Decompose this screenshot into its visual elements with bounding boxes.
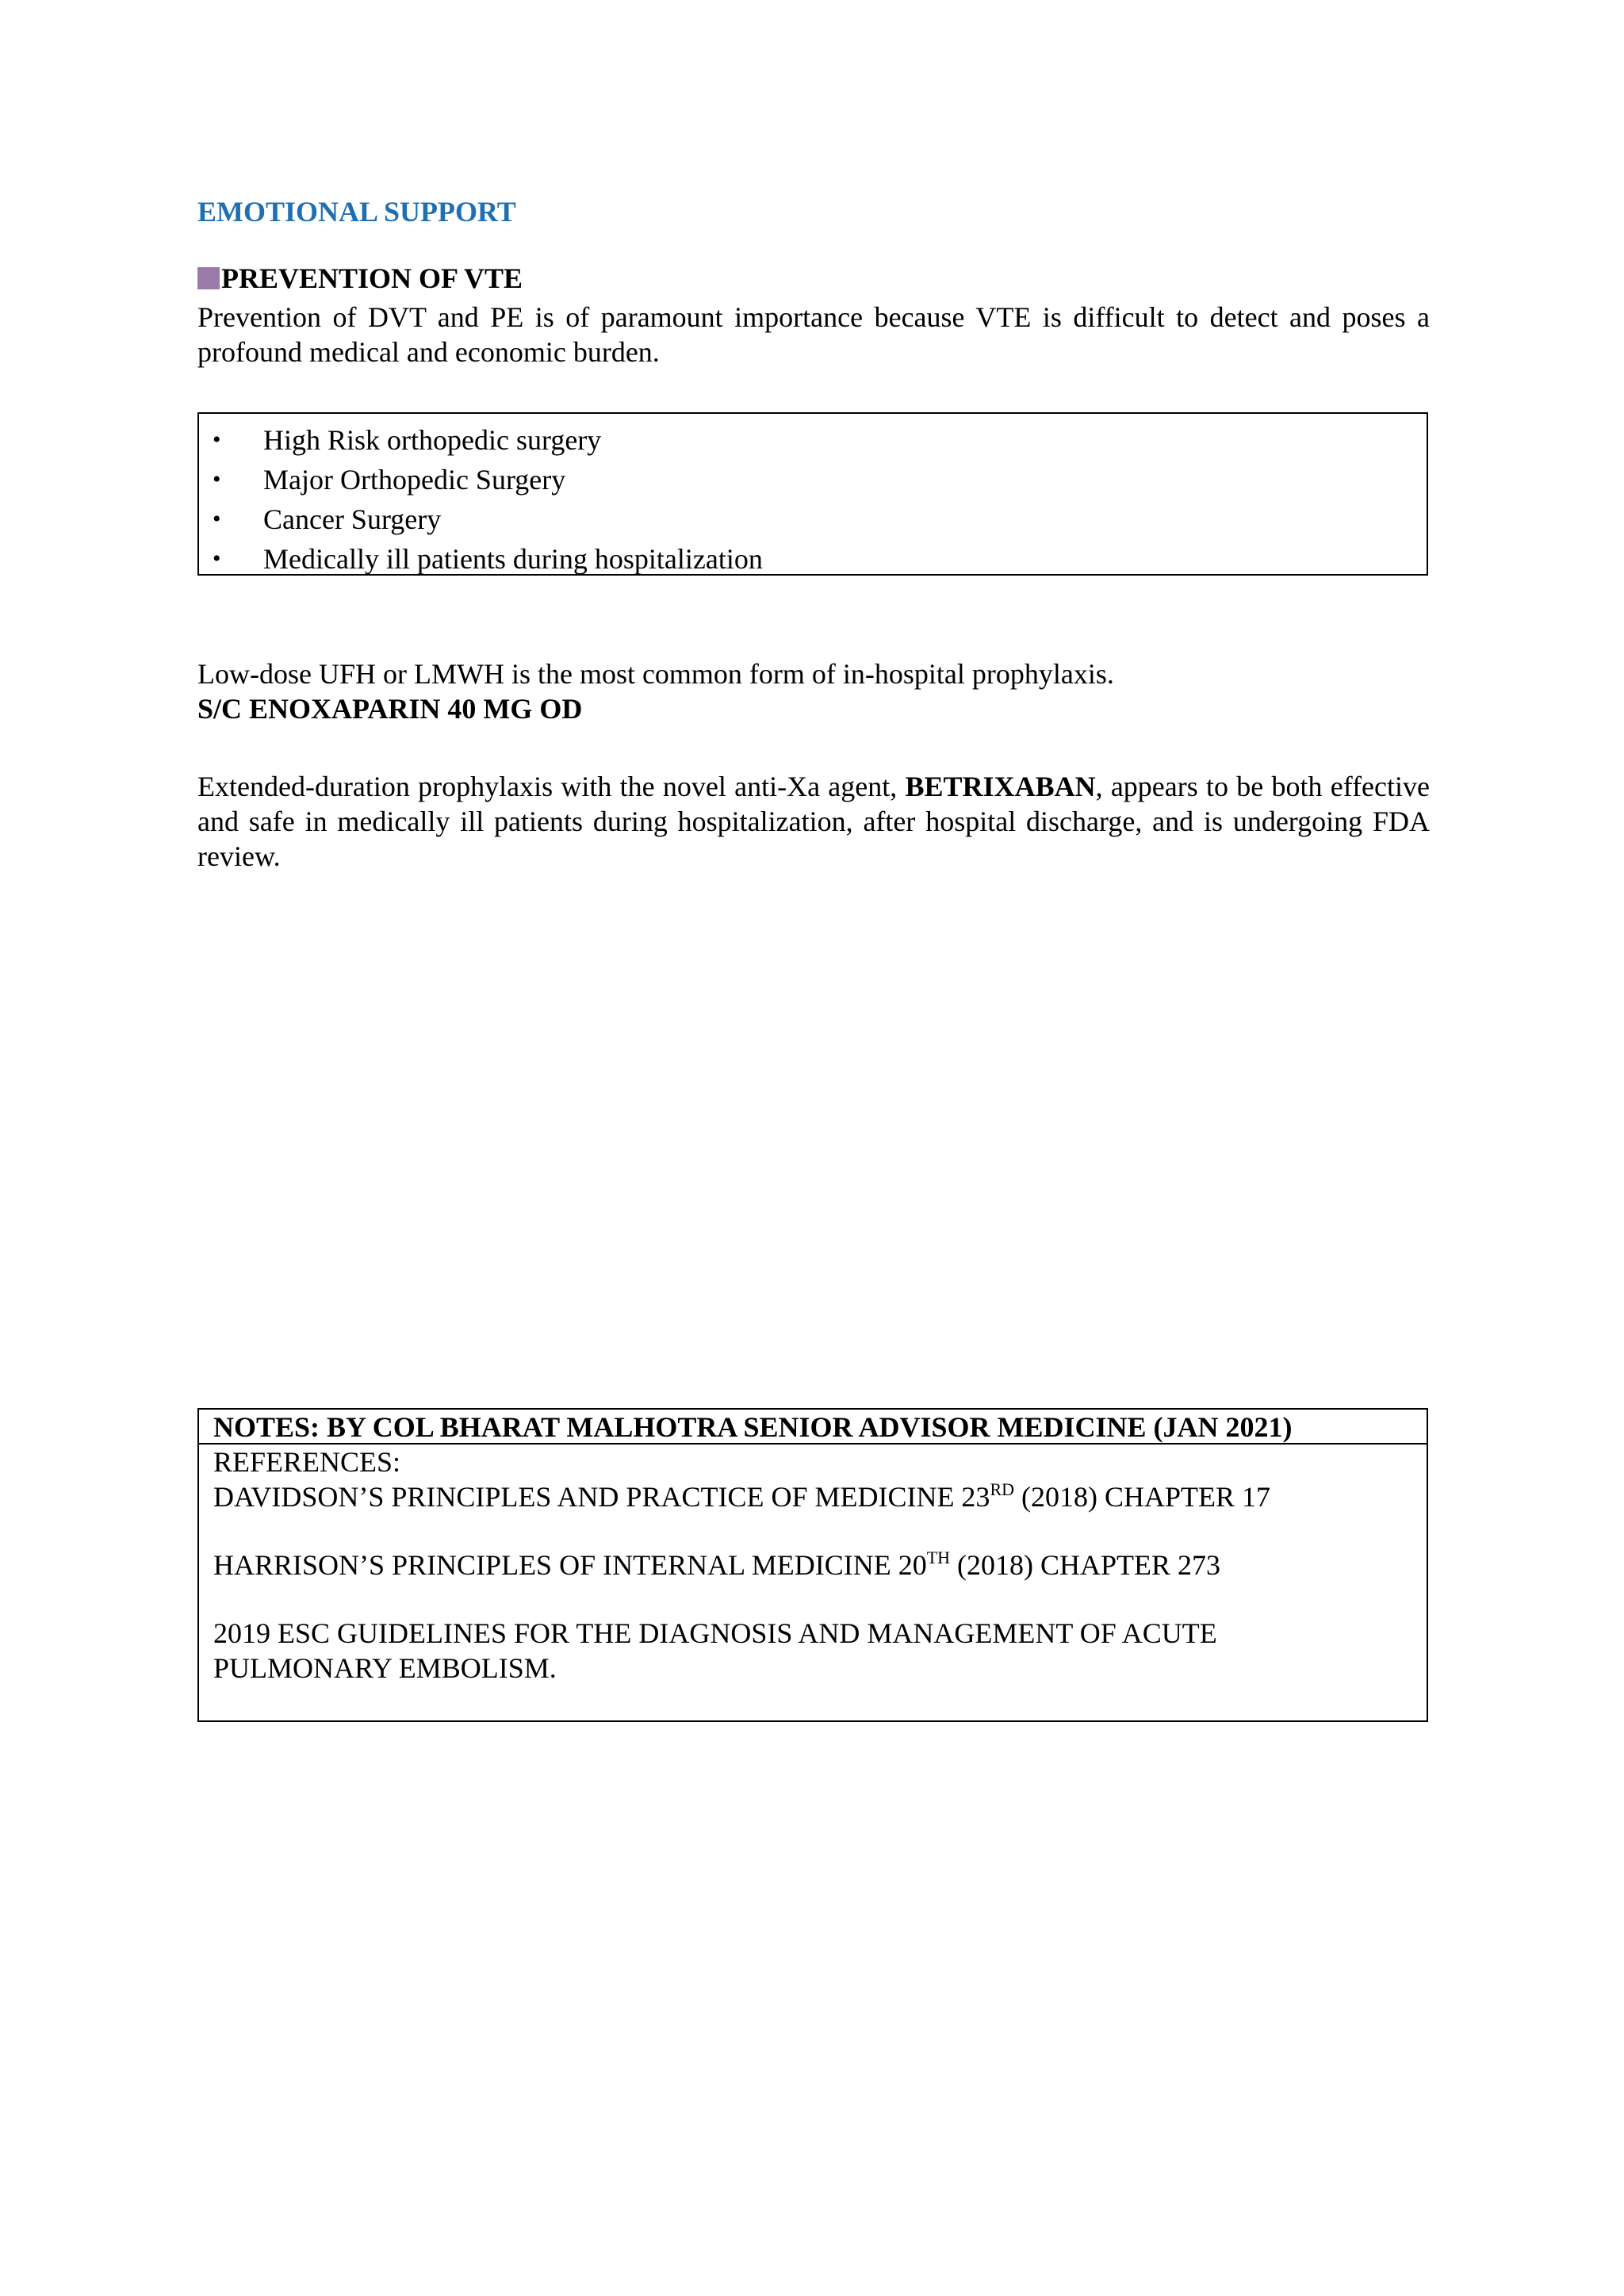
reference-text: (2018) CHAPTER 273: [950, 1549, 1221, 1581]
reference-superscript: TH: [926, 1548, 951, 1567]
risk-list: [199, 414, 1427, 579]
extended-text-after: , appears to be both effective and safe in medically ill patients during hospitalization, after hospital discharge, and is undergoing FDA review.: [197, 771, 1430, 872]
list-item-text: Major Orthopedic Surgery: [263, 464, 566, 496]
list-item-text: Medically ill patients during hospitalization: [263, 543, 763, 575]
bullet-icon: •: [213, 427, 221, 453]
list-item: [199, 420, 1427, 460]
list-item-text: Cancer Surgery: [263, 503, 442, 535]
extended-prophylaxis-paragraph: [197, 769, 1430, 874]
extended-text-before: Extended-duration prophylaxis with the novel anti-Xa agent,: [197, 771, 906, 802]
notes-body: [199, 1445, 1427, 1686]
notes-box: [197, 1408, 1428, 1722]
list-item-text: High Risk orthopedic surgery: [263, 424, 602, 456]
reference-text: HARRISON’S PRINCIPLES OF INTERNAL MEDICINE 20: [213, 1549, 927, 1581]
reference-superscript: RD: [990, 1479, 1014, 1499]
list-item: [199, 460, 1427, 499]
references-label: REFERENCES:: [213, 1446, 401, 1478]
enoxaparin-dose: S/C ENOXAPARIN 40 MG OD: [197, 693, 583, 725]
reference-text: (2018) CHAPTER 17: [1014, 1481, 1270, 1513]
bullet-icon: •: [213, 545, 221, 572]
lowdose-paragraph: Low-dose UFH or LMWH is the most common form of in-hospital prophylaxis.: [197, 658, 1114, 690]
reference-esc-line2: PULMONARY EMBOLISM.: [213, 1652, 557, 1684]
risk-list-box: [197, 412, 1428, 576]
spacer: [213, 1514, 1412, 1548]
reference-harrison: [213, 1548, 1412, 1582]
drug-name: BETRIXABAN: [905, 771, 1096, 802]
intro-paragraph: Prevention of DVT and PE is of paramount importance because VTE is difficult to detect and poses a profound medical and economic burden.: [197, 301, 1430, 368]
list-item: [199, 539, 1427, 579]
reference-davidson: [213, 1479, 1412, 1514]
bullet-icon: •: [213, 466, 221, 492]
heading-emotional-support: EMOTIONAL SUPPORT: [197, 196, 516, 228]
reference-text: DAVIDSON’S PRINCIPLES AND PRACTICE OF MEDICINE 23: [213, 1481, 990, 1513]
reference-esc-line1: 2019 ESC GUIDELINES FOR THE DIAGNOSIS AND MANAGEMENT OF ACUTE: [213, 1617, 1217, 1649]
section-marker-icon: [197, 267, 220, 289]
spacer: [213, 1582, 1412, 1616]
list-item: [199, 499, 1427, 539]
bullet-icon: •: [213, 506, 221, 532]
heading-prevention-label: PREVENTION OF VTE: [221, 262, 523, 294]
notes-header: NOTES: BY COL BHARAT MALHOTRA SENIOR ADVISOR MEDICINE (JAN 2021): [199, 1410, 1427, 1445]
heading-prevention-vte: [197, 262, 523, 295]
